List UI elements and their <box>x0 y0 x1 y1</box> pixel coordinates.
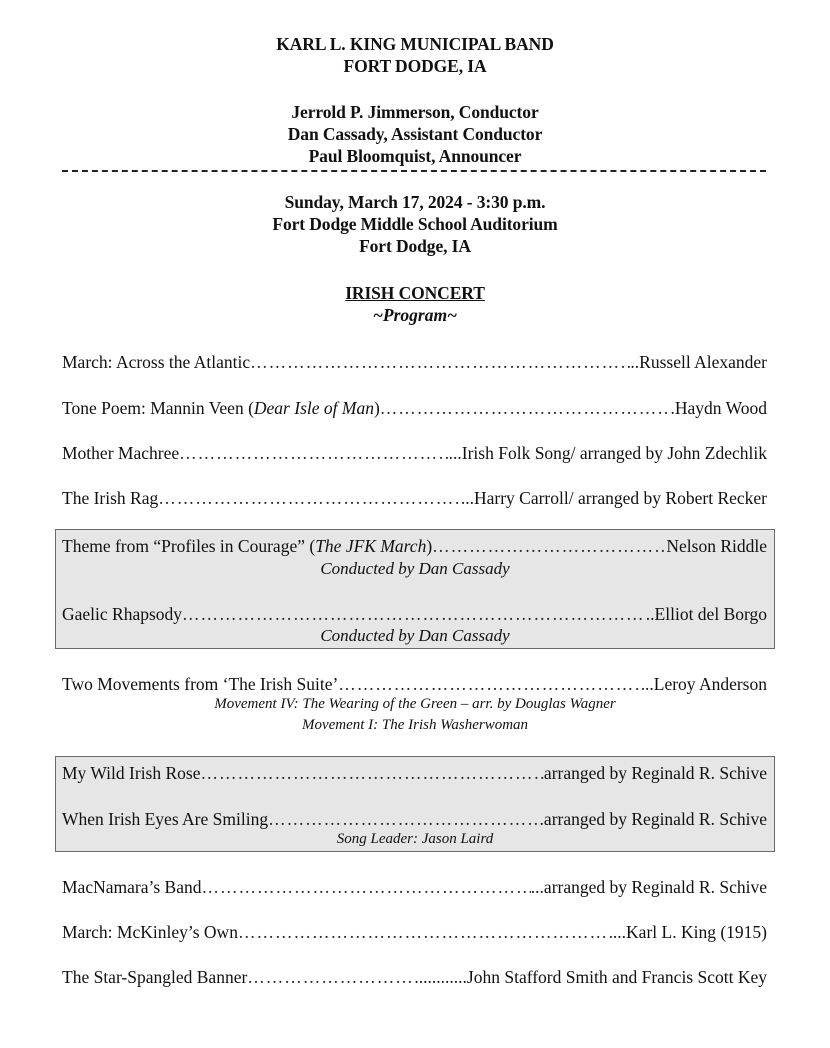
movement-note: Movement IV: The Wearing of the Green – arr. by Douglas Wagner <box>214 696 616 712</box>
leader-dots <box>338 673 645 695</box>
piece-title: My Wild Irish Rose <box>62 763 201 783</box>
header <box>0 33 830 77</box>
program-item <box>62 397 767 419</box>
piece-title-text: ) <box>373 398 380 418</box>
event-info <box>0 191 830 257</box>
composer: ..Leroy Anderson <box>645 674 767 694</box>
leader-dots <box>268 808 539 830</box>
piece-title-text: ) <box>426 536 433 556</box>
event-venue: Fort Dodge Middle School Auditorium <box>272 214 558 234</box>
composer: ...Karl L. King (1915) <box>612 922 767 942</box>
dashed-divider <box>62 170 766 172</box>
program-item <box>62 808 767 830</box>
leader-dots <box>201 876 530 898</box>
composer: ...Irish Folk Song/ arranged by John Zdechlik <box>448 443 767 463</box>
composer: .Haydn Wood <box>670 398 767 418</box>
program-item <box>62 535 767 557</box>
piece-title: March: Across the Atlantic <box>62 352 251 372</box>
movement-note: Movement I: The Irish Washerwoman <box>301 717 529 733</box>
piece-title: Two Movements from ‘The Irish Suite’ <box>62 674 339 694</box>
leader-dots <box>250 351 630 373</box>
program-item <box>62 487 767 509</box>
concert-title-block <box>0 282 830 326</box>
piece-title: March: McKinley’s Own <box>62 922 238 942</box>
event-date-time: Sunday, March 17, 2024 - 3:30 p.m. <box>284 192 546 212</box>
program-item <box>62 673 767 695</box>
leader-dots <box>380 397 671 419</box>
leader-dots <box>201 762 544 784</box>
composer: ..Elliot del Borgo <box>645 604 767 624</box>
program-item <box>62 876 767 898</box>
composer: arranged by Reginald R. Schive <box>543 763 767 783</box>
leader-dots <box>179 442 449 464</box>
program-item <box>62 762 767 784</box>
piece-title: Mother Machree <box>62 443 180 463</box>
piece-title: The Irish Rag <box>62 488 159 508</box>
assistant-conductor: Dan Cassady, Assistant Conductor <box>287 124 543 144</box>
composer: ............John Stafford Smith and Francis Scott Key <box>414 967 767 987</box>
song-leader-note: Song Leader: Jason Laird <box>336 831 494 847</box>
conductor: Jerrold P. Jimmerson, Conductor <box>291 102 539 122</box>
announcer: Paul Bloomquist, Announcer <box>308 146 522 166</box>
band-name: KARL L. KING MUNICIPAL BAND <box>276 34 554 54</box>
leader-dots <box>247 966 414 988</box>
piece-title <box>62 535 432 557</box>
piece-title: The Star-Spangled Banner <box>62 967 248 987</box>
leader-dots <box>182 603 646 625</box>
leader-dots <box>432 535 666 557</box>
program-item <box>62 921 767 943</box>
staff-list <box>0 101 830 167</box>
piece-title <box>62 397 380 419</box>
concert-title: IRISH CONCERT <box>345 283 485 303</box>
composer: Nelson Riddle <box>666 536 767 556</box>
composer: .arranged by Reginald R. Schive <box>539 809 767 829</box>
leader-dots <box>238 921 613 943</box>
conductor-note: Conducted by Dan Cassady <box>320 559 510 578</box>
piece-title: MacNamara’s Band <box>62 877 202 897</box>
program-item <box>62 351 767 373</box>
composer: ...arranged by Reginald R. Schive <box>530 877 767 897</box>
piece-title: Gaelic Rhapsody <box>62 604 183 624</box>
program-item <box>62 603 767 625</box>
band-location: FORT DODGE, IA <box>343 56 487 76</box>
conductor-note: Conducted by Dan Cassady <box>320 626 510 645</box>
composer: ...Harry Carroll/ arranged by Robert Recker <box>460 488 767 508</box>
piece-title-text: Theme from “Profiles in Courage” ( <box>62 536 316 556</box>
program-subtitle: ~Program~ <box>372 305 458 325</box>
piece-subtitle-italic: Dear Isle of Man <box>253 398 374 418</box>
composer: ..Russell Alexander <box>630 352 767 372</box>
leader-dots <box>158 487 461 509</box>
piece-title: When Irish Eyes Are Smiling <box>62 809 269 829</box>
piece-title-text: Tone Poem: Mannin Veen ( <box>62 398 254 418</box>
program-item <box>62 442 767 464</box>
piece-subtitle-italic: The JFK March <box>315 536 427 556</box>
event-city: Fort Dodge, IA <box>359 236 471 256</box>
program-item <box>62 966 767 988</box>
